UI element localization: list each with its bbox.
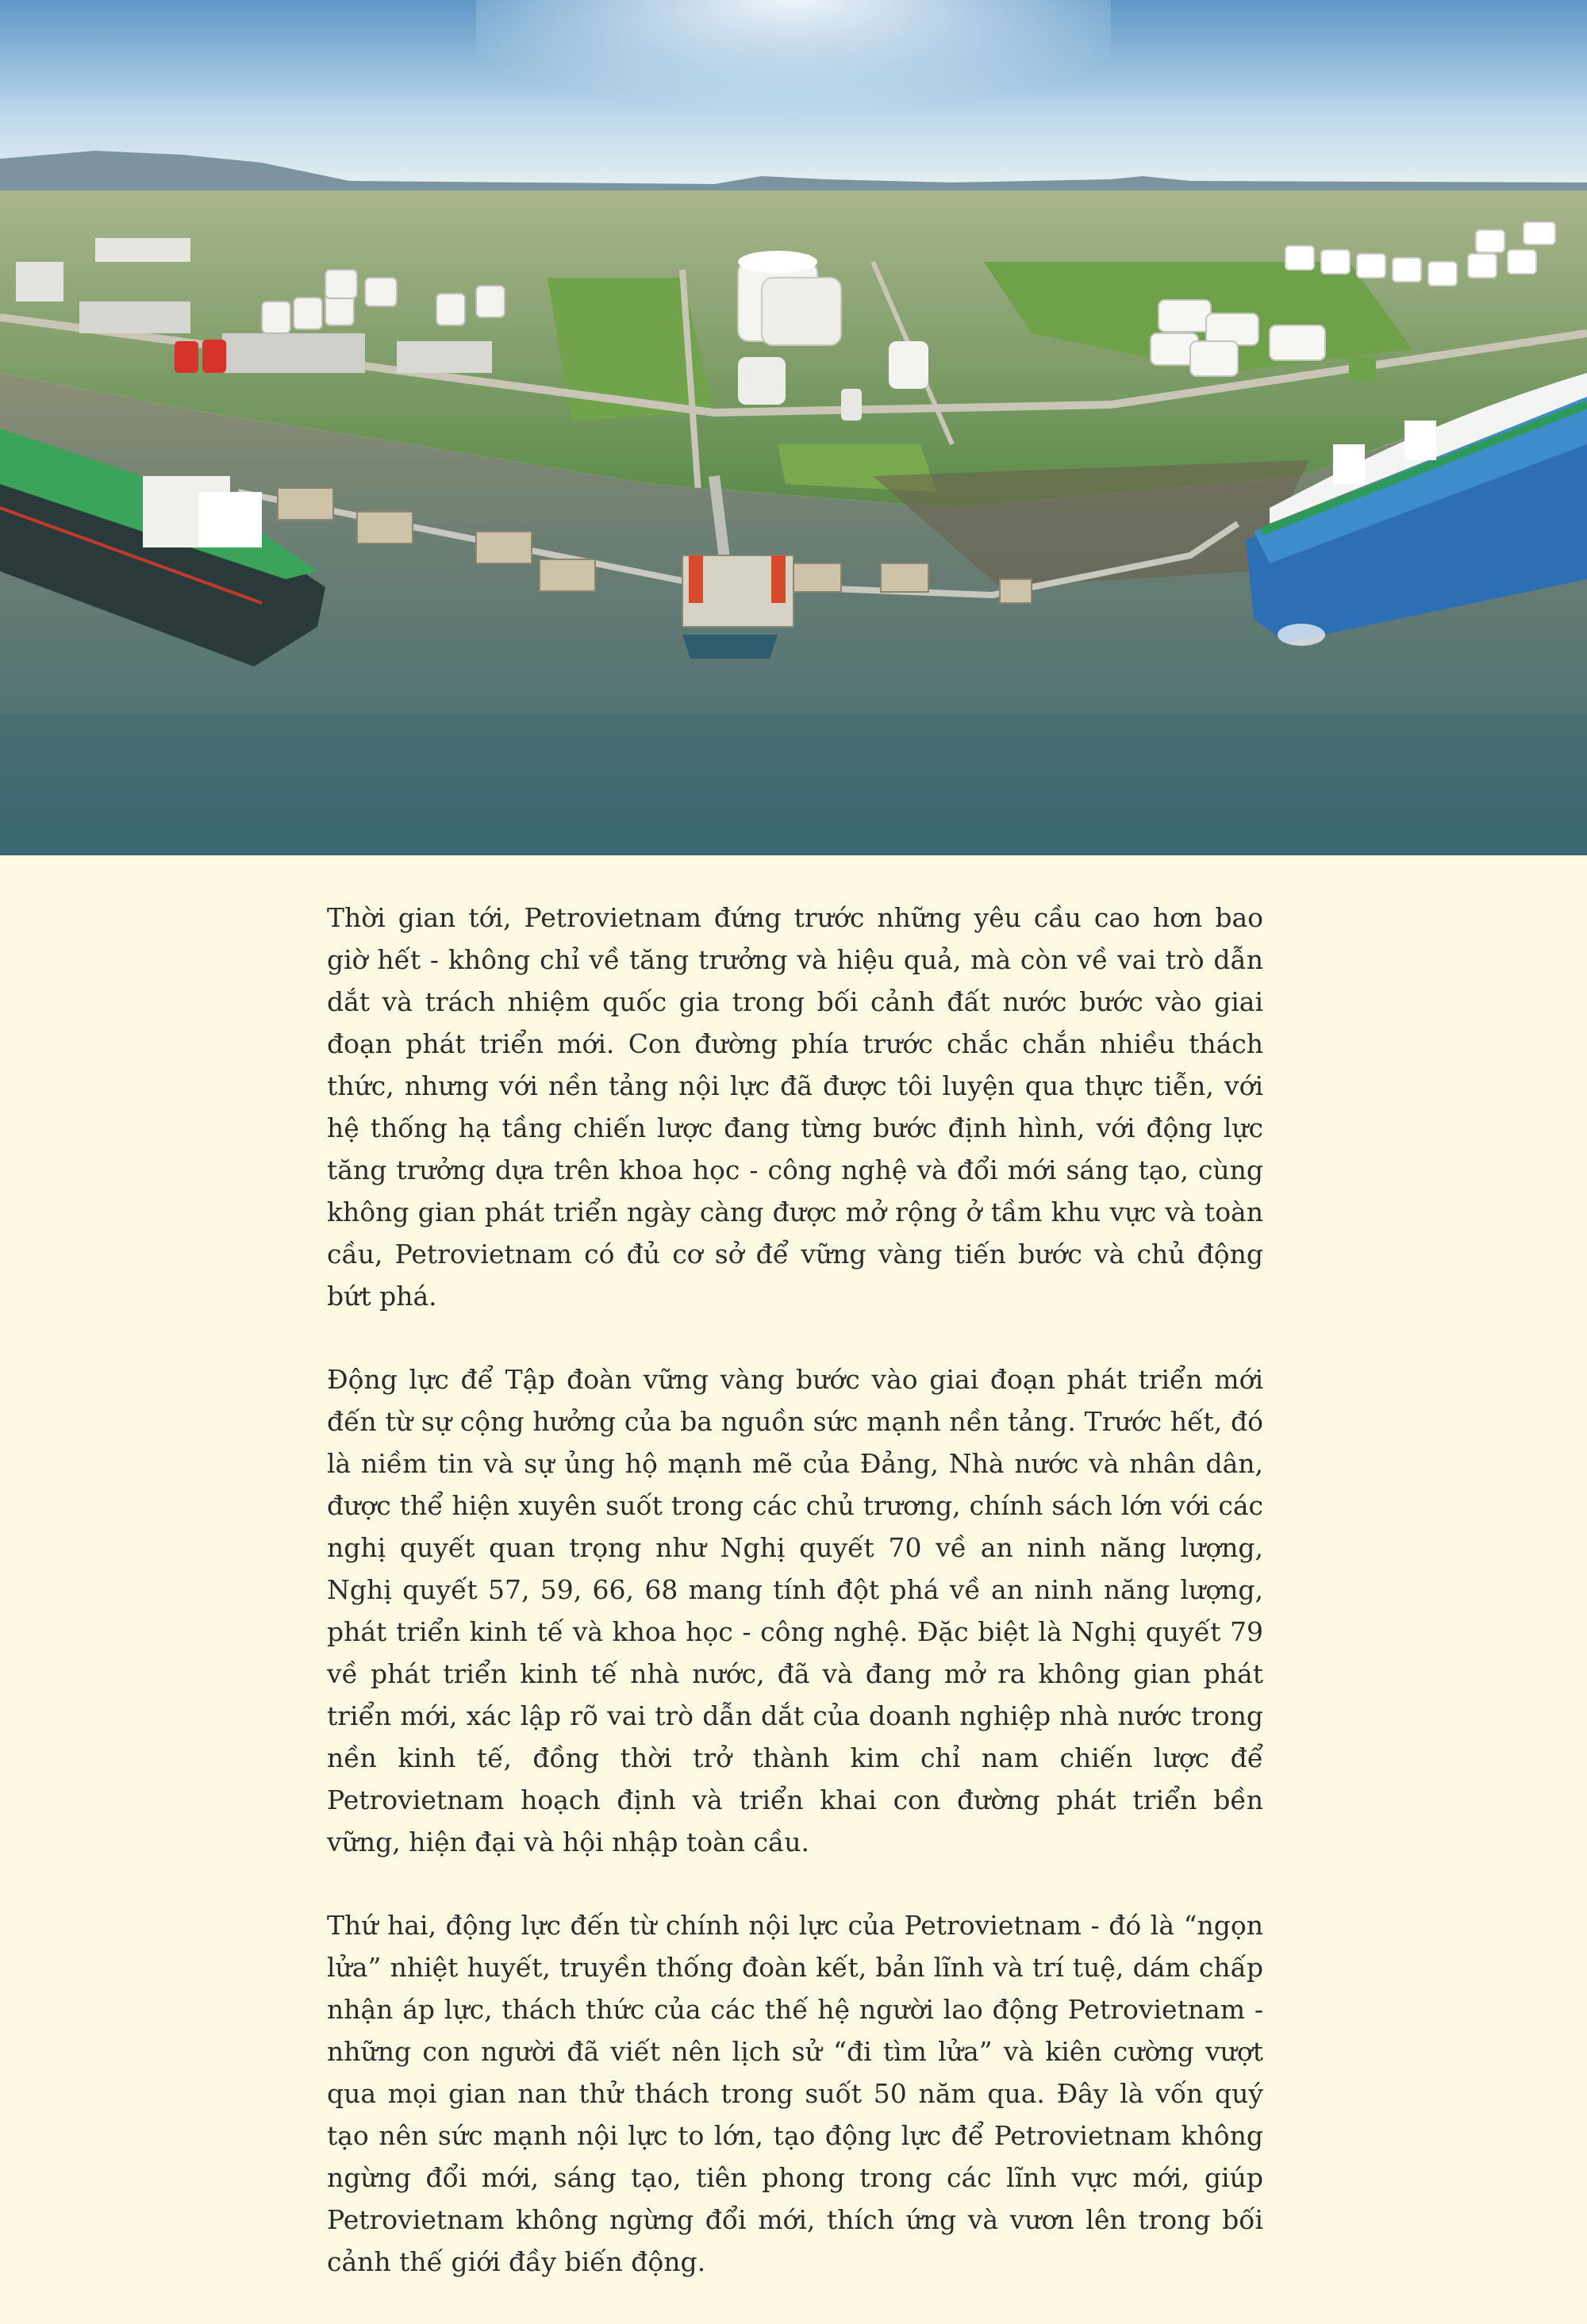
building [79, 302, 190, 333]
tug-boat [682, 635, 778, 659]
paragraph-3: Thứ hai, động lực đến từ chính nội lực của Petrovietnam - đó là “ngọn lửa” nhiệt huyết, truyền thống đoàn kết, bản lĩnh và trí tuệ, dám chấp nhận áp lực, thách thức của các thế hệ người lao động Petrovietnam - những con người đã viết nên lịch sử “đi tìm lửa” và kiên cường vượt qua mọi gian nan thử thách trong suốt 50 năm qua. Đây là vốn quý tạo nên sức mạnh nội lực to lớn, tạo động lực để Petrovietnam không ngừng đổi mới, sáng tạo, tiên phong trong các lĩnh vực mới, giúp Petrovietnam không ngừng đổi mới, thích ứng và vươn lên trong bối cảnh thế giới đầy biến động. [327, 1910, 1263, 2277]
building [16, 262, 63, 302]
hero-photo-lng-terminal [0, 0, 1587, 855]
wake-foam [1278, 624, 1325, 646]
building [397, 341, 492, 373]
article-body [327, 897, 1263, 2324]
hero-illustration [0, 0, 1587, 855]
paragraph-1: Thời gian tới, Petrovietnam đứng trước những yêu cầu cao hơn bao giờ hết - không chỉ về tăng trưởng và hiệu quả, mà còn về vai trò dẫn dắt và trách nhiệm quốc gia trong bối cảnh đất nước bước vào giai đoạn phát triển mới. Con đường phía trước chắc chắn nhiều thách thức, nhưng với nền tảng nội lực đã được tôi luyện qua thực tiễn, với hệ thống hạ tầng chiến lược đang từng bước định hình, với động lực tăng trưởng dựa trên khoa học - công nghệ và đổi mới sáng tạo, cùng không gian phát triển ngày càng được mở rộng ở tầm khu vực và toàn cầu, Petrovietnam có đủ cơ sở để vững vàng tiến bước và chủ động bứt phá. [327, 902, 1263, 1312]
building [95, 238, 190, 262]
paragraph-2: Động lực để Tập đoàn vững vàng bước vào giai đoạn phát triển mới đến từ sự cộng hưởng của ba nguồn sức mạnh nền tảng. Trước hết, đó là niềm tin và sự ủng hộ mạnh mẽ của Đảng, Nhà nước và nhân dân, được thể hiện xuyên suốt trong các chủ trương, chính sách lớn với các nghị quyết quan trọng như Nghị quyết 70 về an ninh năng lượng, Nghị quyết 57, 59, 66, 68 mang tính đột phá về an ninh năng lượng, phát triển kinh tế và khoa học - công nghệ. Đặc biệt là Nghị quyết 79 về phát triển kinh tế nhà nước, đã và đang mở ra không gian phát triển mới, xác lập rõ vai trò dẫn dắt của doanh nghiệp nhà nước trong nền kinh tế, đồng thời trở thành kim chỉ nam chiến lược để Petrovietnam hoạch định và triển khai con đường phát triển bền vững, hiện đại và hội nhập toàn cầu. [327, 1364, 1263, 1857]
water-shade [0, 714, 1587, 855]
sun-glow [476, 0, 1111, 190]
building [222, 333, 365, 373]
green-tank [1349, 357, 1376, 381]
